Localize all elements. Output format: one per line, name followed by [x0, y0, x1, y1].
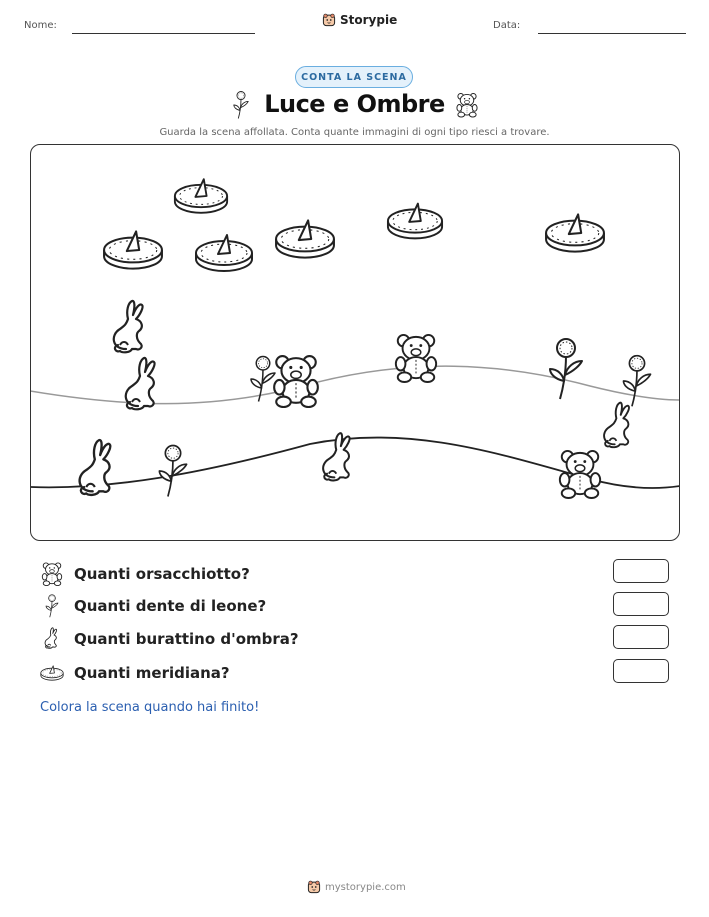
question-row: [40, 594, 266, 618]
teddy-bear-icon: [40, 562, 64, 586]
teddy-bear-icon: [455, 91, 479, 119]
name-label: Nome:: [24, 20, 57, 31]
counting-scene: [30, 144, 680, 541]
brand: [322, 13, 397, 27]
rabbit-icon: [80, 440, 111, 495]
date-label: Data:: [493, 20, 521, 31]
answer-box[interactable]: [613, 659, 669, 683]
sundial-icon: [175, 179, 227, 213]
teddy-bear-icon: [274, 356, 318, 407]
sundial-icon: [388, 204, 442, 239]
sundial-icon: [196, 235, 252, 271]
sundial-icon: [104, 231, 162, 268]
storypie-logo-icon: [322, 13, 336, 27]
question-row: [40, 661, 230, 685]
teddy-bear-icon: [560, 451, 600, 498]
closing-instruction: Colora la scena quando hai finito!: [40, 700, 260, 715]
brand-name: Storypie: [340, 13, 398, 27]
footer-url: mystorypie.com: [325, 881, 406, 893]
question-text: Quanti dente di leone?: [74, 597, 267, 615]
rabbit-icon: [40, 627, 64, 651]
sundial-icon: [546, 214, 604, 251]
rabbit-icon: [604, 403, 629, 448]
dandelion-icon: [40, 594, 64, 618]
answer-box[interactable]: [613, 559, 669, 583]
answer-box[interactable]: [613, 625, 669, 649]
question-text: Quanti orsacchiotto?: [74, 565, 250, 583]
answer-box[interactable]: [613, 592, 669, 616]
instructions: Guarda la scena affollata. Conta quante immagini di ogni tipo riesci a trovare.: [159, 127, 550, 138]
section-badge: CONTA LA SCENA: [295, 66, 413, 88]
sundial-icon: [276, 220, 334, 257]
question-row: [40, 562, 250, 586]
dandelion-icon: [624, 356, 651, 407]
storypie-logo-icon: [307, 880, 321, 894]
dandelion-icon: [550, 339, 582, 399]
page-title: Luce e Ombre: [264, 90, 445, 118]
question-text: Quanti burattino d'ombra?: [74, 630, 299, 648]
teddy-bear-icon: [396, 335, 436, 382]
name-field[interactable]: [72, 33, 255, 34]
question-row: [40, 627, 299, 651]
question-text: Quanti meridiana?: [74, 664, 230, 682]
footer: [307, 880, 406, 894]
rabbit-icon: [126, 358, 155, 409]
dandelion-icon: [159, 446, 186, 497]
sundial-icon: [40, 661, 64, 685]
rabbit-icon: [114, 301, 143, 352]
date-field[interactable]: [538, 33, 686, 34]
